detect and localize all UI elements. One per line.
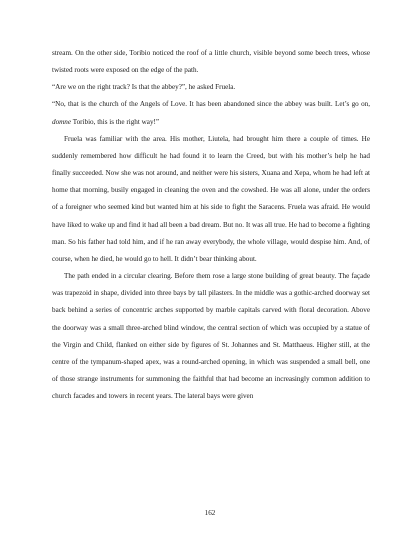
paragraph-5: The path ended in a circular clearing. Before them rose a large stone building of great beauty. The façade was trapezoid in shape, divided into three bays by tall pilasters. In the middle was a gothic-arched doorway set back behind a series of concentric arches supported by marble capitals carved with floral decoration. Above the doorway was a small three-arched blind window, the central section of which was occupied by a statue of the Virgin and Child, flanked on either side by figures of St. Johannes and St. Matthaeus. Higher still, at the centre of the tympanum-shaped apex, was a round-arched opening, in which was suspended a small bell, one of those strange instruments for summoning the faithful that had become an increasingly common addition to church facades and towers in recent years. The lateral bays were given bbox=[52, 272, 370, 401]
paragraph-4: Fruela was familiar with the area. His mother, Liutela, had brought him there a couple of times. He suddenly remembered how difficult he had found it to learn the Creed, but with his mother’s help he had finally succeeded. Now she was not around, and neither were his sisters, Xuana and Xepa, whom he had left at home that morning, busily engaged in cleaning the oven and the cowshed. He was all alone, under the orders of a foreigner who seemed kind but wanted him at his side to fight the Saracens. Fruela was afraid. He would have liked to wake up and find it had all been a bad dream. But no. It was all true. He had to become a fighting man. So his father had told him, and if he ran away everybody, the whole village, would despise him. And, of course, when he died, he would go to hell. It didn’t bear thinking about. bbox=[52, 134, 370, 263]
paragraph-2: “Are we on the right track? Is that the abbey?”, he asked Fruela. bbox=[52, 83, 236, 92]
paragraph-3-text-before: “No, that is the church of the Angels of Love. It has been abandoned since the abbey was built. Let’s go on, bbox=[52, 100, 370, 109]
paragraph-1: stream. On the other side, Toribio noticed the roof of a little church, visible beyond some beech trees, whose twisted roots were exposed on the edge of the path. bbox=[52, 49, 370, 75]
page-number: 162 bbox=[204, 509, 216, 517]
paragraph-3-text-after: Toribio, this is the right way!” bbox=[71, 117, 160, 126]
body-text bbox=[52, 45, 370, 405]
paragraph-3 bbox=[52, 96, 370, 130]
paragraph-3-italic: domne bbox=[52, 117, 72, 126]
